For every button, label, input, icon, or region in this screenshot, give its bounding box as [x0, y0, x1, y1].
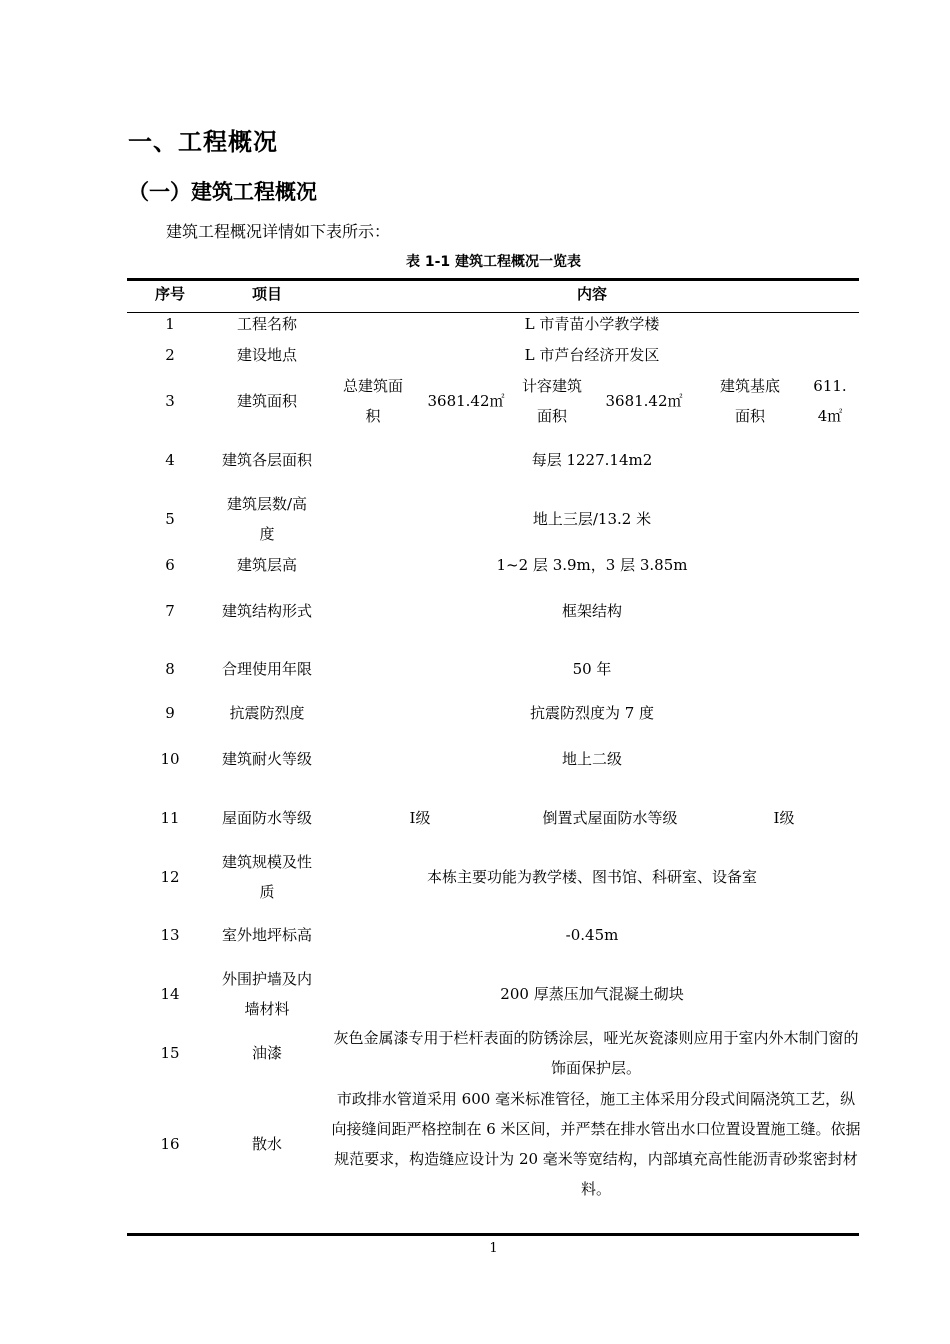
table-row — [128, 309, 859, 339]
row-no: 13 — [160, 926, 180, 944]
row-content: 1~2 层 3.9m，3 层 3.85m — [496, 556, 688, 574]
table-row — [128, 639, 859, 699]
plot-area-label: 计容建筑面积 — [521, 377, 582, 425]
table-row — [128, 340, 859, 370]
table-row — [128, 698, 859, 728]
row-item: 建筑层高 — [236, 556, 297, 574]
row-no: 10 — [160, 750, 180, 768]
row-no: 11 — [160, 809, 180, 827]
row-item: 合理使用年限 — [221, 660, 312, 678]
table-bottom-rule — [127, 1233, 859, 1236]
roof-type-cell: 倒置式屋面防水等级 — [542, 809, 678, 827]
table-row — [128, 371, 859, 431]
row-item: 油漆 — [251, 1044, 282, 1062]
base-area-label: 建筑基底面积 — [719, 377, 780, 425]
gross-area-label: 总建筑面积 — [342, 377, 403, 425]
row-item: 建筑各层面积 — [221, 451, 312, 469]
row-no: 12 — [160, 868, 180, 886]
row-item: 室外地坪标高 — [221, 926, 312, 944]
table-row — [128, 489, 859, 549]
row-no: 16 — [160, 1135, 180, 1153]
row-content: 灰色金属漆专用于栏杆表面的防锈涂层，哑光灰瓷漆则应用于室内外木制门窗的饰面保护层。 — [333, 1029, 859, 1077]
row-content: 地上二级 — [561, 750, 622, 768]
row-item: 工程名称 — [236, 315, 297, 333]
row-no: 6 — [165, 556, 175, 574]
table-row — [128, 788, 859, 848]
table-row — [128, 430, 859, 490]
row-no: 4 — [165, 451, 175, 469]
table-row — [128, 581, 859, 641]
row-content: 抗震防烈度为 7 度 — [529, 704, 655, 722]
gross-area-value: 3681.42㎡ — [427, 392, 505, 410]
row-item: 建筑层数/高度 — [226, 495, 308, 543]
table-top-rule — [127, 278, 859, 281]
table-row — [128, 905, 859, 965]
row-no: 5 — [165, 510, 175, 528]
row-item: 抗震防烈度 — [229, 704, 305, 722]
row-no: 9 — [165, 704, 175, 722]
row-content: 地上三层/13.2 米 — [532, 510, 652, 528]
row-item: 屋面防水等级 — [221, 809, 312, 827]
row-content: L 市芦台经济开发区 — [524, 346, 660, 364]
header-no: 序号 — [154, 285, 185, 303]
row-no: 14 — [160, 985, 180, 1003]
row-content: 50 年 — [572, 660, 612, 678]
row-no: 1 — [165, 315, 175, 333]
row-content: 本栋主要功能为教学楼、图书馆、科研室、设备室 — [426, 868, 757, 886]
row-no: 15 — [160, 1044, 180, 1062]
subsection-heading: （一）建筑工程概况 — [128, 180, 317, 204]
row-item: 建筑规模及性质 — [221, 853, 312, 901]
row-item: 建筑面积 — [236, 392, 297, 410]
roof-grade-cell: Ⅰ级 — [773, 809, 795, 827]
table-row — [128, 964, 859, 1024]
row-content: -0.45m — [565, 926, 619, 944]
roof-grade-cell: Ⅰ级 — [409, 809, 431, 827]
plot-area-value: 3681.42㎡ — [605, 392, 683, 410]
row-content: 200 厚蒸压加气混凝土砌块 — [500, 985, 684, 1003]
row-item: 散水 — [251, 1135, 282, 1153]
table-caption: 表 1-1 建筑工程概况一览表 — [405, 254, 582, 270]
row-content: 框架结构 — [561, 602, 622, 620]
table-row — [128, 847, 859, 907]
row-content: L 市青苗小学教学楼 — [524, 315, 660, 333]
row-no: 2 — [165, 346, 175, 364]
table-row — [128, 1082, 859, 1206]
row-item: 外围护墙及内墙材料 — [221, 970, 312, 1018]
row-item: 建筑结构形式 — [221, 602, 312, 620]
page-number: 1 — [489, 1241, 498, 1256]
base-area-value: 611.4㎡ — [813, 377, 847, 425]
header-content: 内容 — [576, 285, 607, 303]
row-item: 建设地点 — [236, 346, 297, 364]
row-content: 市政排水管道采用 600 毫米标准管径，施工主体采用分段式间隔浇筑工艺，纵向接缝间距严格控制在 6 米区间，并严禁在排水管出水口位置设置施工缝。依据规范要求，构造缝应设计为 20 毫米等宽结构，内部填充高性能沥青砂浆密封材料。 — [331, 1090, 861, 1198]
header-item: 项目 — [251, 285, 282, 303]
row-item: 建筑耐火等级 — [221, 750, 312, 768]
row-content: 每层 1227.14m2 — [531, 451, 653, 469]
row-no: 3 — [165, 392, 175, 410]
table-row — [128, 550, 859, 580]
row-no: 7 — [165, 602, 175, 620]
section-heading: 一、工程概况 — [128, 128, 278, 156]
table-row — [128, 729, 859, 789]
intro-paragraph: 建筑工程概况详情如下表所示： — [166, 222, 391, 241]
table-row — [128, 1023, 859, 1083]
row-no: 8 — [165, 660, 175, 678]
